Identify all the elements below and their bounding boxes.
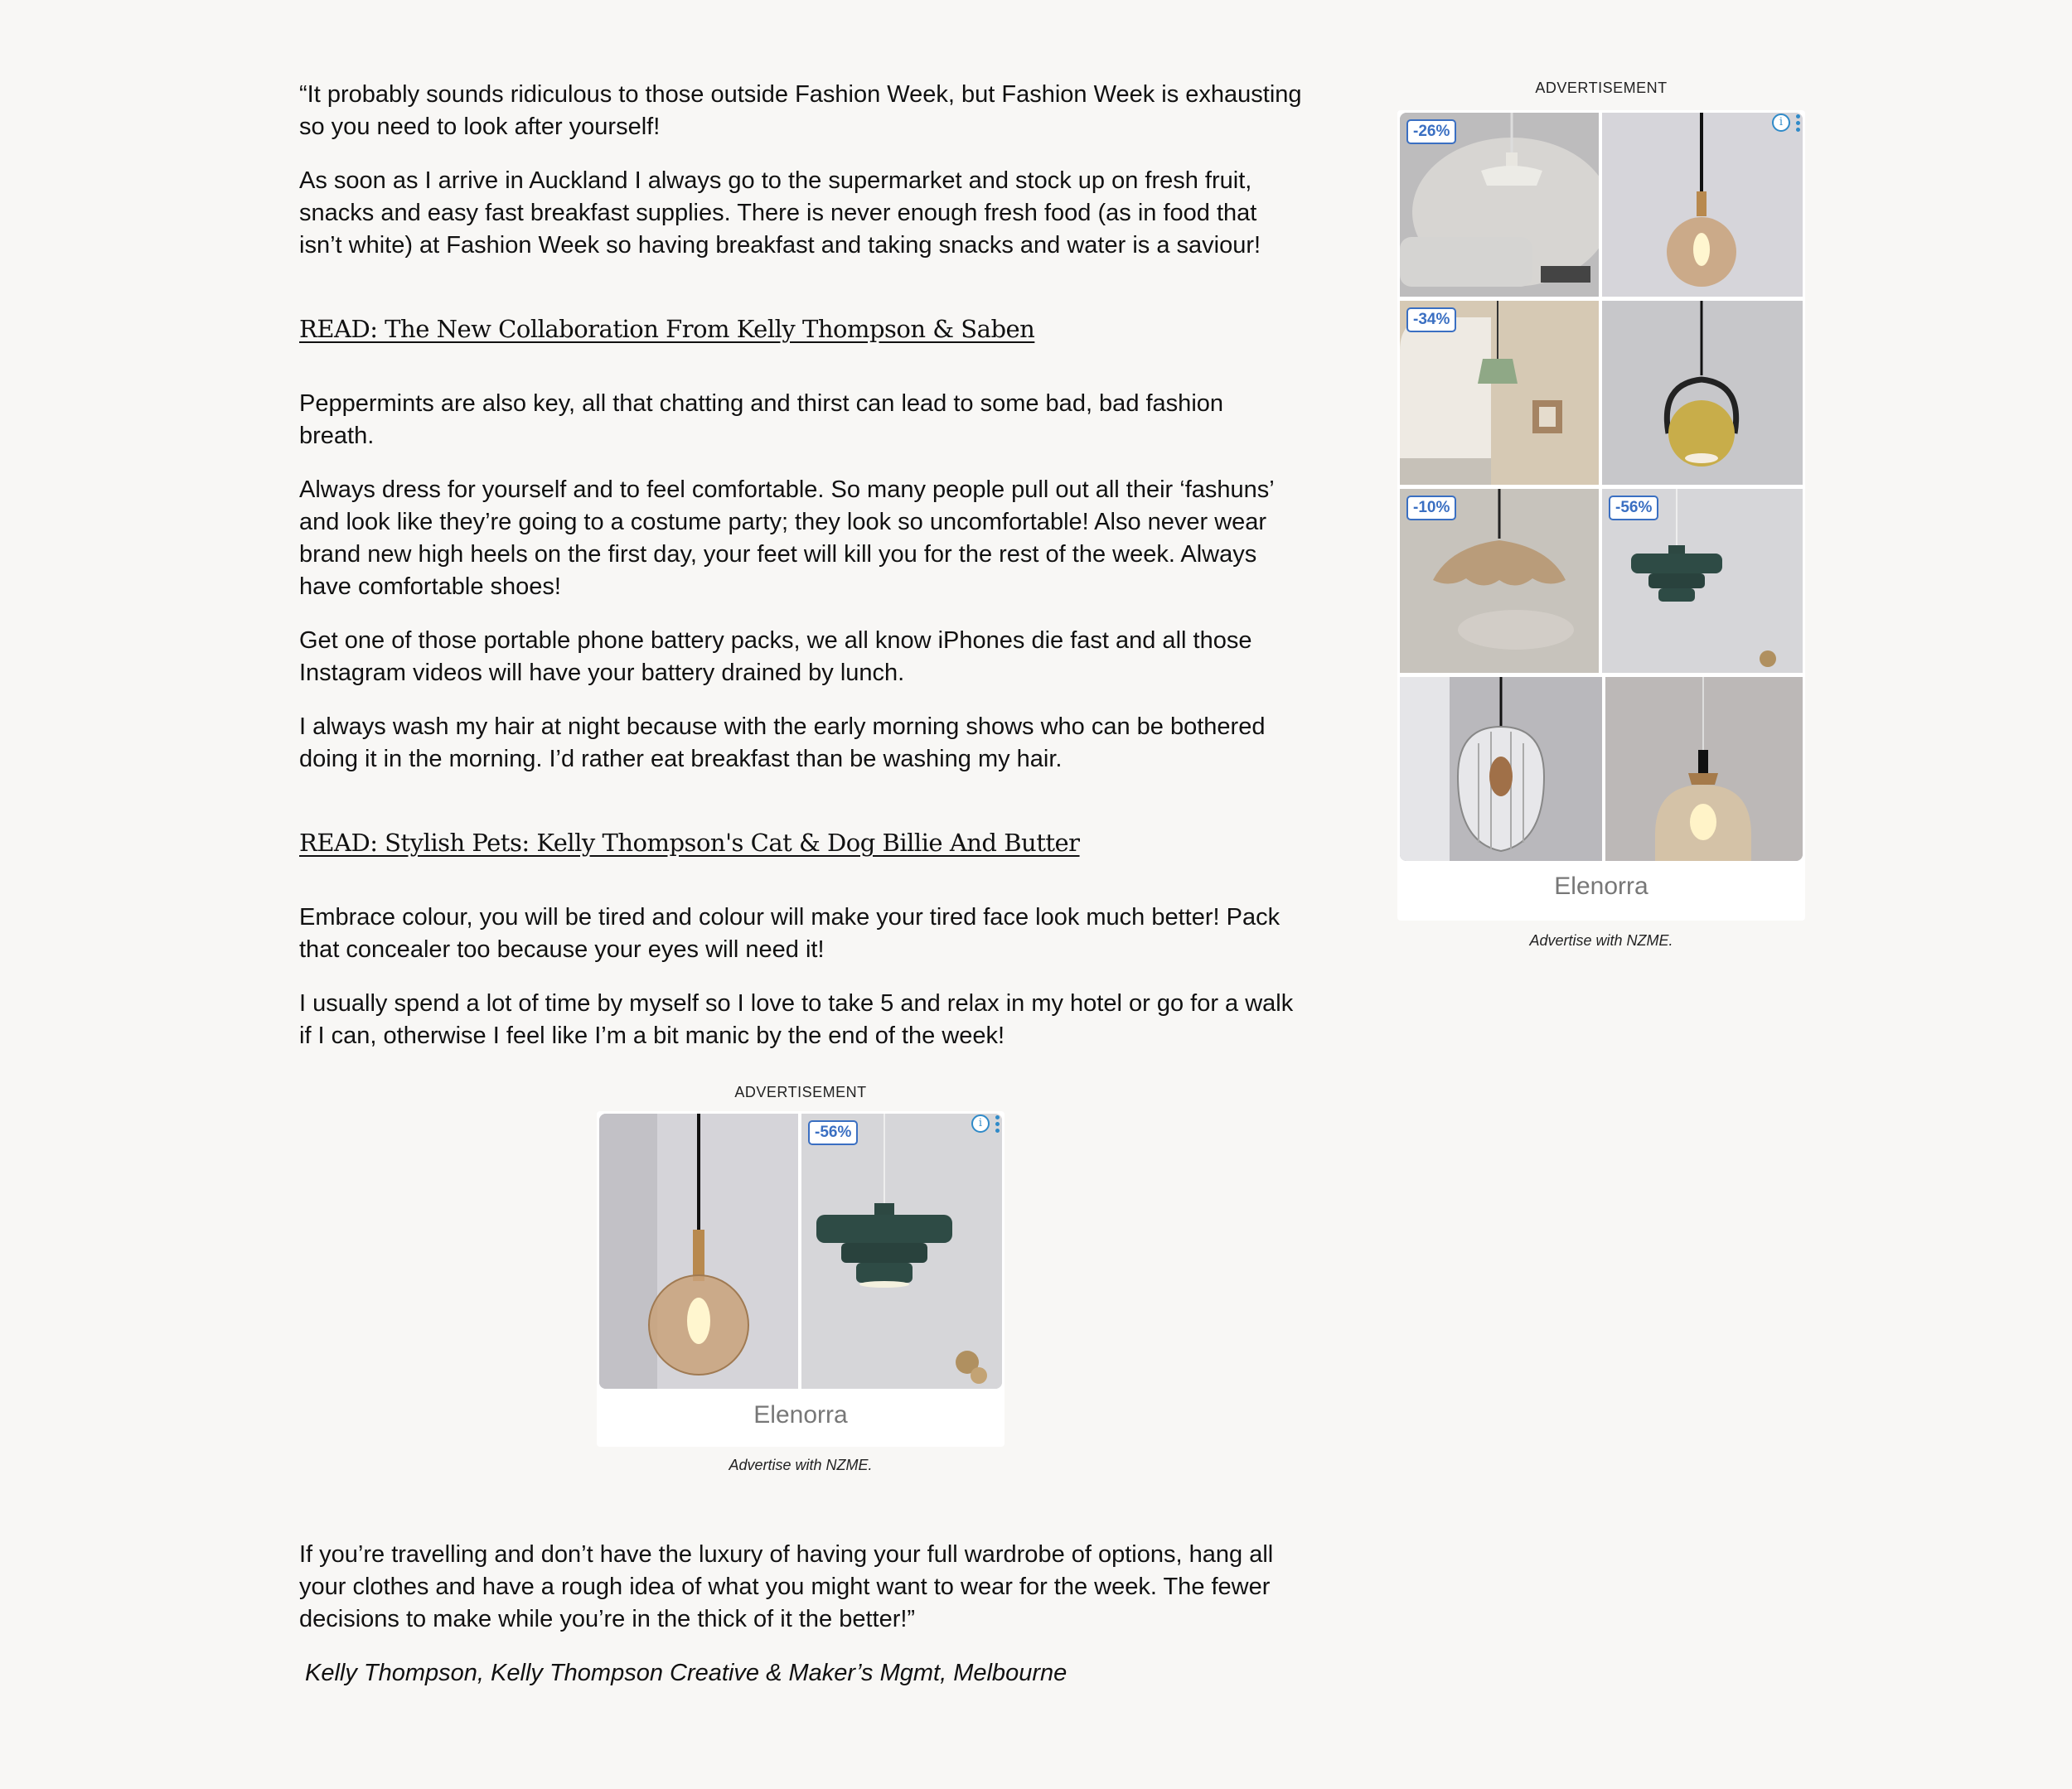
inline-advertisement xyxy=(299,1084,1302,1474)
paragraph: If you’re travelling and don’t have the luxury of having your full wardrobe of options, hang all your clothes and have a rough idea of what you might want to wear for the week. The fewer decisions to make while you’re in the thick of it the better!” xyxy=(299,1541,1274,1632)
advertise-with-link[interactable]: Advertise with NZME. xyxy=(1529,932,1673,949)
paragraph: Peppermints are also key, all that chatting and thirst can lead to some bad, bad fashion breath. xyxy=(299,390,1224,449)
product-tile[interactable] xyxy=(1400,677,1602,861)
product-tile[interactable] xyxy=(1400,113,1599,297)
discount-badge: -56% xyxy=(808,1120,858,1145)
ad-choices[interactable] xyxy=(971,1114,1000,1133)
advertise-with-link[interactable]: Advertise with NZME. xyxy=(729,1457,873,1473)
product-tile[interactable] xyxy=(1602,301,1803,485)
sidebar-advertisement xyxy=(1397,80,1805,950)
read-more-link-collaboration[interactable]: READ: The New Collaboration From Kelly Thompson & Saben xyxy=(299,315,1035,343)
ad-brand-name[interactable]: Elenorra xyxy=(1554,873,1648,900)
green-pendant-lamp-image xyxy=(801,1114,1002,1389)
more-options-icon[interactable] xyxy=(995,1115,1000,1133)
ad-label: ADVERTISEMENT xyxy=(1535,80,1668,96)
yellow-orb-pendant-image xyxy=(1602,301,1803,485)
ad-choices[interactable] xyxy=(1772,114,1800,132)
quote-attribution: Kelly Thompson, Kelly Thompson Creative & Maker’s Mgmt, Melbourne xyxy=(305,1660,1067,1686)
paragraph: “It probably sounds ridiculous to those outside Fashion Week, but Fashion Week is exhausting so you need to look after yourself! xyxy=(299,81,1302,140)
paragraph: Always dress for yourself and to feel comfortable. So many people pull out all their ‘fashuns’ and look like they’re going to a costume party; they look so uncomfortable! Also never wear brand new high heels on the first day, your feet will kill you for the rest of the week. Always have comfortable shoes! xyxy=(299,476,1274,600)
amber-glass-pendant-image xyxy=(1605,677,1803,861)
ad-label: ADVERTISEMENT xyxy=(734,1084,867,1100)
globe-pendant-lamp-image xyxy=(1602,113,1803,297)
product-tile[interactable] xyxy=(1400,489,1599,673)
product-tile[interactable] xyxy=(1602,489,1803,673)
product-tile[interactable] xyxy=(599,1114,798,1389)
article-body xyxy=(299,79,1302,1711)
info-icon[interactable]: i xyxy=(1772,114,1790,132)
product-tile[interactable] xyxy=(1602,113,1803,297)
product-tile[interactable] xyxy=(801,1114,1002,1389)
discount-badge: -34% xyxy=(1406,307,1456,332)
paragraph: I usually spend a lot of time by myself so I love to take 5 and relax in my hotel or go for a walk if I can, otherwise I feel like I’m a bit manic by the end of the week! xyxy=(299,990,1294,1049)
discount-badge: -26% xyxy=(1406,119,1456,144)
ad-unit[interactable] xyxy=(597,1111,1005,1447)
discount-badge: -56% xyxy=(1609,496,1658,520)
product-tile[interactable] xyxy=(1605,677,1803,861)
paragraph: Embrace colour, you will be tired and colour will make your tired face look much better! Pack that concealer too because your eyes will need it! xyxy=(299,904,1280,963)
more-options-icon[interactable] xyxy=(1795,114,1800,132)
globe-pendant-lamp-image xyxy=(599,1114,798,1389)
ad-unit[interactable] xyxy=(1397,110,1805,921)
paragraph: As soon as I arrive in Auckland I always go to the supermarket and stock up on fresh fruit, snacks and easy fast breakfast supplies. There is never enough fresh food (as in food that isn’t white) at Fashion Week so having breakfast and taking snacks and water is a saviour! xyxy=(299,167,1261,259)
discount-badge: -10% xyxy=(1406,496,1456,520)
ad-brand-name[interactable]: Elenorra xyxy=(753,1401,848,1429)
paragraph: I always wash my hair at night because with the early morning shows who can be bothered doing it in the morning. I’d rather eat breakfast than be washing my hair. xyxy=(299,713,1266,772)
info-icon[interactable]: i xyxy=(971,1114,990,1133)
read-more-link-stylish-pets[interactable]: READ: Stylish Pets: Kelly Thompson's Cat & Dog Billie And Butter xyxy=(299,829,1080,857)
product-tile[interactable] xyxy=(1400,301,1599,485)
ribbed-glass-pendant-image xyxy=(1400,677,1602,861)
paragraph: Get one of those portable phone battery packs, we all know iPhones die fast and all those Instagram videos will have your battery drained by lunch. xyxy=(299,627,1252,686)
